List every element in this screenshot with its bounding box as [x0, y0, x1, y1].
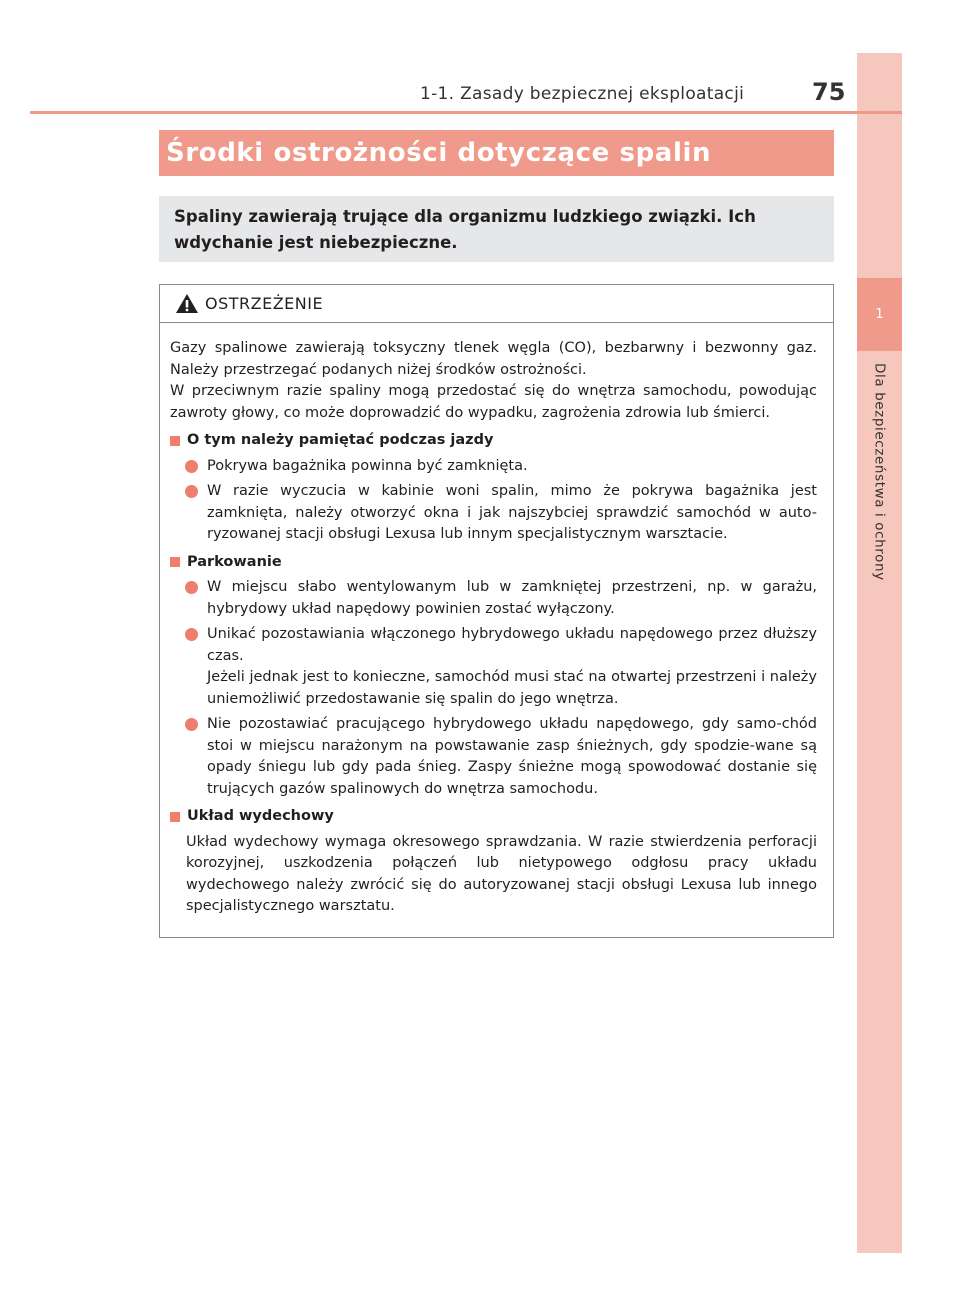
list-item-text: Pokrywa bagażnika powinna być zamknięta. [207, 457, 528, 474]
section-heading-text: Parkowanie [187, 553, 282, 570]
section-heading-driving [170, 430, 817, 452]
section-heading-exhaust [170, 806, 817, 828]
round-bullet-icon [185, 628, 198, 641]
list-item [170, 456, 817, 478]
round-bullet-icon [185, 460, 198, 473]
list-item-text: Unikać pozostawiania włączonego hybrydowego układu napędowego przez dłuższy czas. [207, 626, 817, 664]
section-header: 1-1. Zasady bezpiecznej eksploatacji [420, 84, 745, 104]
side-tab [857, 53, 902, 1253]
section-body-text: Układ wydechowy wymaga okresowego sprawdzania. W razie stwierdzenia perforacji korozyjnej, uszkodzenia połączeń lub nietypowego odgłosu pracy układu wydechowego należy zwrócić się do autoryzowanej stacji obsługi Lexusa lub innego specjalistycznego warsztatu. [186, 833, 817, 914]
page-title: Środki ostrożności dotyczące spalin [159, 130, 834, 176]
list-item-text: Nie pozostawiać pracującego hybrydowego układu napędowego, gdy samo-chód stoi w miejscu narażonym na powstawanie zasp śnieżnych, gdy spodzie-wane są opady śniegu lub gdy pada śnieg. Zaspy śnieżne mogą spowodować dostanie się trujących gazów spalinowych do wnętrza samochodu. [207, 716, 817, 797]
warning-body [160, 323, 833, 918]
warning-triangle-icon [175, 293, 199, 314]
round-bullet-icon [185, 581, 198, 594]
section-heading-text: O tym należy pamiętać podczas jazdy [187, 432, 494, 448]
chapter-number: 1 [857, 278, 902, 351]
intro-box: Spaliny zawierają trujące dla organizmu ludzkiego związki. Ich wdychanie jest niebezpieczne. [159, 196, 834, 262]
section-heading-text: Układ wydechowy [187, 808, 334, 824]
list-item-text: W miejscu słabo wentylowanym lub w zamkniętej przestrzeni, np. w garażu, hybrydowy układ napędowy powinien zostać wyłączony. [207, 579, 817, 617]
chapter-label: Dla bezpieczeństwa i ochrony [871, 363, 888, 581]
list-item [170, 481, 817, 546]
page-number: 75 [812, 78, 846, 106]
list-item-text-group [207, 624, 817, 710]
list-item [170, 714, 817, 800]
round-bullet-icon [185, 718, 198, 731]
list-item-text: W razie wyczucia w kabinie woni spalin, mimo że pokrywa bagażnika jest zamknięta, należy otworzyć okna i jak najszybciej sprawdzić samochód w auto-ryzowanej stacji obsługi Lexusa lub innym specjalistycznym warsztacie. [207, 483, 817, 542]
square-bullet-icon [170, 812, 180, 822]
warning-header [160, 285, 833, 323]
square-bullet-icon [170, 436, 180, 446]
header-rule [30, 111, 902, 114]
warning-title: OSTRZEŻENIE [205, 294, 324, 313]
warning-box [159, 284, 834, 938]
round-bullet-icon [185, 485, 198, 498]
chapter-label-container [866, 351, 893, 651]
list-item [170, 577, 817, 620]
warning-intro-p2: W przeciwnym razie spaliny mogą przedostać się do wnętrza samochodu, powodując zawroty głowy, co może doprowadzić do wypadku, zagrożenia zdrowia lub śmierci. [170, 383, 817, 421]
section-heading-parking [170, 552, 817, 574]
warning-intro-p1: Gazy spalinowe zawierają toksyczny tlenek węgla (CO), bezbarwny i bezwonny gaz. Należy przestrzegać podanych niżej środków ostrożności. [170, 340, 817, 378]
list-item-extra-text: Jeżeli jednak jest to konieczne, samochód musi stać na otwartej przestrzeni i należy uniemożliwić przedostawanie się spalin do jego wnętrza. [207, 669, 817, 707]
list-item [170, 624, 817, 710]
square-bullet-icon [170, 557, 180, 567]
